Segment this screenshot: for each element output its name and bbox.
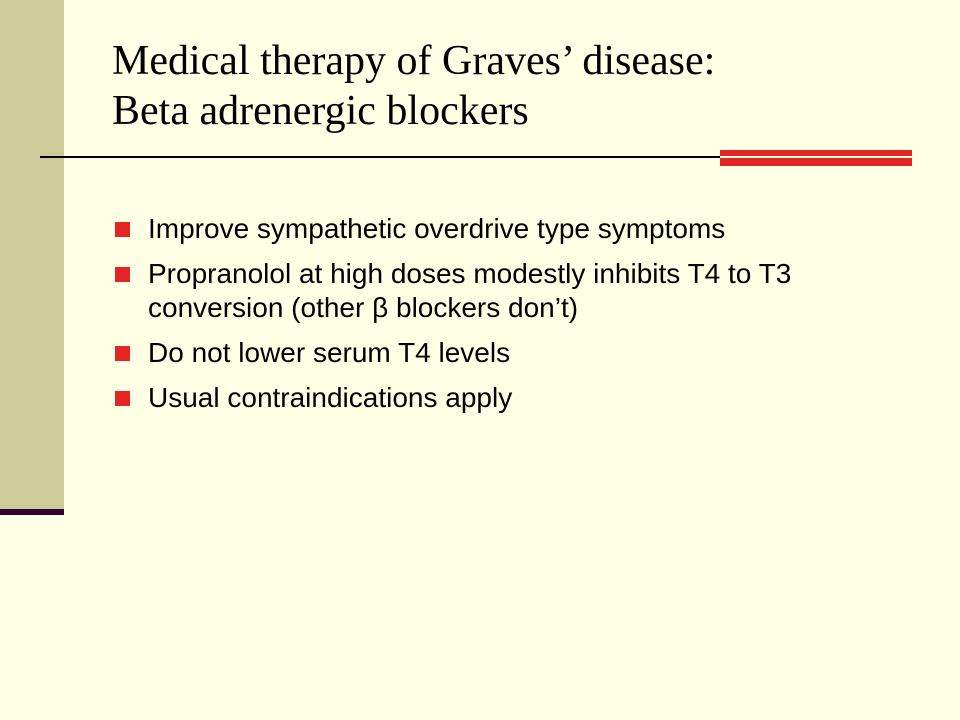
bullet-item [114,257,914,325]
left-band-base-line [0,509,64,515]
accent-bar-split-line [720,156,912,158]
bullet-list [114,212,914,426]
title-line-2: Beta adrenergic blockers [112,88,529,134]
red-square-bullet-icon [115,391,130,406]
title-line-1: Medical therapy of Graves’ disease: [112,38,716,84]
bullet-text: Usual contraindications apply [148,382,513,413]
title-underline-rule [40,156,720,158]
bullet-item [114,212,914,246]
bullet-item [114,336,914,370]
red-square-bullet-icon [115,267,130,282]
red-square-bullet-icon [115,222,130,237]
bullet-text: Improve sympathetic overdrive type symptoms [148,213,726,244]
bullet-item [114,381,914,415]
red-accent-bar [720,150,912,166]
slide-title [112,36,932,136]
bullet-text: Propranolol at high doses modestly inhibits T4 to T3 conversion (other β blockers don’t) [148,258,792,323]
red-square-bullet-icon [115,346,130,361]
bullet-text: Do not lower serum T4 levels [148,337,511,368]
left-decorative-band [0,0,64,511]
